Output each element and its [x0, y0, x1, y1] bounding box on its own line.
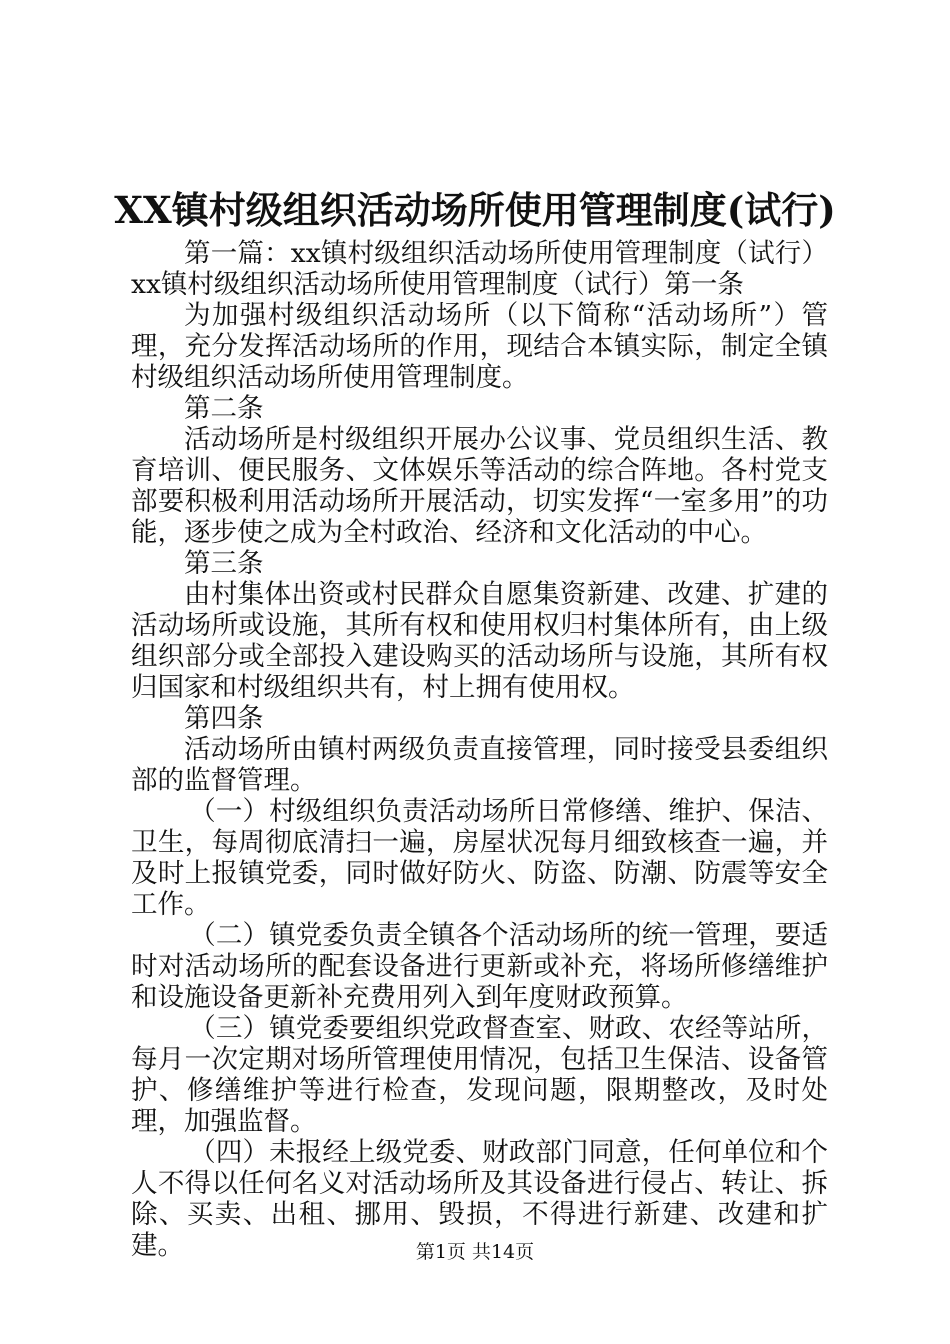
paragraph-item-1: （一）村级组织负责活动场所日常修缮、维护、保洁、卫生，每周彻底清扫一遍，房屋状况每月细致核查一遍，并及时上报镇党委，同时做好防火、防盗、防潮、防震等安全工作。	[131, 796, 828, 920]
paragraph-article-3: 由村集体出资或村民群众自愿集资新建、改建、扩建的活动场所或设施，其所有权和使用权归村集体所有，由上级组织部分或全部投入建设购买的活动场所与设施，其所有权归国家和村级组织共有，村上拥有使用权。	[131, 579, 828, 703]
paragraph-article-1: 为加强村级组织活动场所（以下简称“活动场所”）管理，充分发挥活动场所的作用，现结合本镇实际，制定全镇村级组织活动场所使用管理制度。	[131, 300, 828, 393]
page-number-footer: 第1页 共14页	[415, 1241, 535, 1263]
paragraph-article-2: 活动场所是村级组织开展办公议事、党员组织生活、教育培训、便民服务、文体娱乐等活动的综合阵地。各村党支部要积极利用活动场所开展活动，切实发挥“一室多用”的功能，逐步使之成为全村政治、经济和文化活动的中心。	[131, 424, 828, 548]
paragraph-intro: 第一篇：xx镇村级组织活动场所使用管理制度（试行）xx镇村级组织活动场所使用管理制度（试行）第一条	[131, 238, 828, 300]
heading-article-4: 第四条	[184, 703, 264, 734]
document-title: XX镇村级组织活动场所使用管理制度(试行)	[114, 188, 836, 232]
heading-article-3: 第三条	[184, 548, 264, 579]
heading-article-2: 第二条	[184, 393, 264, 424]
paragraph-article-4: 活动场所由镇村两级负责直接管理，同时接受县委组织部的监督管理。	[131, 734, 828, 796]
paragraph-item-3: （三）镇党委要组织党政督查室、财政、农经等站所，每月一次定期对场所管理使用情况，包括卫生保洁、设备管护、修缮维护等进行检查，发现问题，限期整改，及时处理，加强监督。	[131, 1013, 828, 1137]
paragraph-item-4: （四）未报经上级党委、财政部门同意，任何单位和个人不得以任何名义对活动场所及其设备进行侵占、转让、拆除、买卖、出租、挪用、毁损，不得进行新建、改建和扩建。	[131, 1137, 828, 1261]
paragraph-item-2: （二）镇党委负责全镇各个活动场所的统一管理，要适时对活动场所的配套设备进行更新或补充，将场所修缮维护和设施设备更新补充费用列入到年度财政预算。	[131, 920, 828, 1013]
document-body	[131, 238, 828, 1261]
